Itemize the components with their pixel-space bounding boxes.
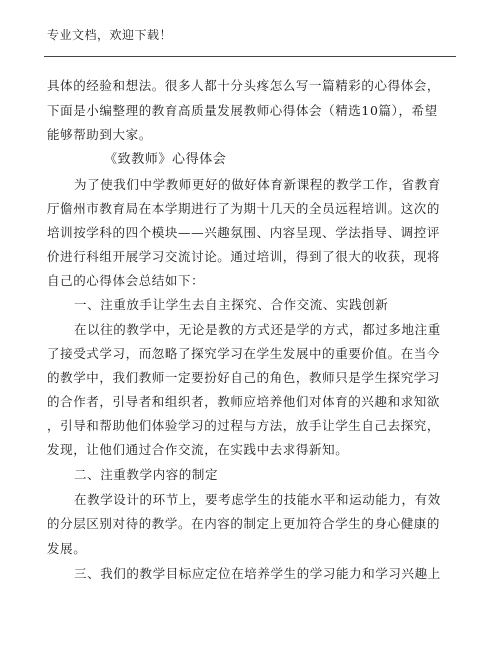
body-line: 能够帮助到大家。	[47, 127, 152, 142]
body-line: 厅儋州市教育局在本学期进行了为期十几天的全员远程培训。这次的	[47, 201, 441, 216]
body-line: 价进行科组开展学习交流讨论。通过培训，得到了很大的收获，现将	[47, 249, 441, 264]
body-line: 的合作者，引导者和组织者，教师应培养他们对体育的兴趣和求知欲	[47, 394, 441, 409]
body-line: 的教学中，我们教师一定要扮好自己的角色，教师只是学生探究学习	[47, 370, 441, 385]
body-line: 在以往的教学中，无论是教的方式还是学的方式，都过多地注重	[74, 322, 441, 337]
body-line: ，引导和帮助他们体验学习的过程与方法，放手让学生自己去探究，	[47, 418, 441, 433]
body-line: 了接受式学习，而忽略了探究学习在学生发展中的重要价值。在当今	[47, 346, 441, 361]
body-line: 下面是小编整理的教育高质量发展教师心得体会（精选10篇），希望	[47, 103, 438, 118]
subheading: 三、我们的教学目标应定位在培养学生的学习能力和学习兴趣上	[74, 566, 441, 581]
body-line: 的分层区别对待的教学。在内容的制定上更加符合学生的身心健康的	[47, 516, 441, 531]
body-line: 为了使我们中学教师更好的做好体育新课程的教学工作，省教育	[74, 177, 441, 192]
header-text: 专业文档，欢迎下载！	[47, 28, 173, 42]
body-line: 具体的经验和想法。很多人都十分头疼怎么写一篇精彩的心得体会，	[47, 78, 441, 93]
section-title: 《致教师》心得体会	[104, 152, 227, 167]
body-line: 培训按学科的四个模块——兴趣氛围、内容呈现、学法指导、调控评	[47, 225, 441, 240]
subheading: 一、注重放手让学生去自主探究、合作交流、实践创新	[74, 297, 389, 312]
body-line: 发展。	[47, 541, 87, 556]
subheading: 二、注重教学内容的制定	[74, 467, 219, 482]
body-line: 在教学设计的环节上，要考虑学生的技能水平和运动能力，有效	[74, 492, 441, 507]
body-line: 发现，让他们通过合作交流，在实践中去求得新知。	[47, 442, 349, 457]
body-line: 自己的心得体会总结如下：	[47, 273, 205, 288]
header-divider	[44, 56, 456, 57]
